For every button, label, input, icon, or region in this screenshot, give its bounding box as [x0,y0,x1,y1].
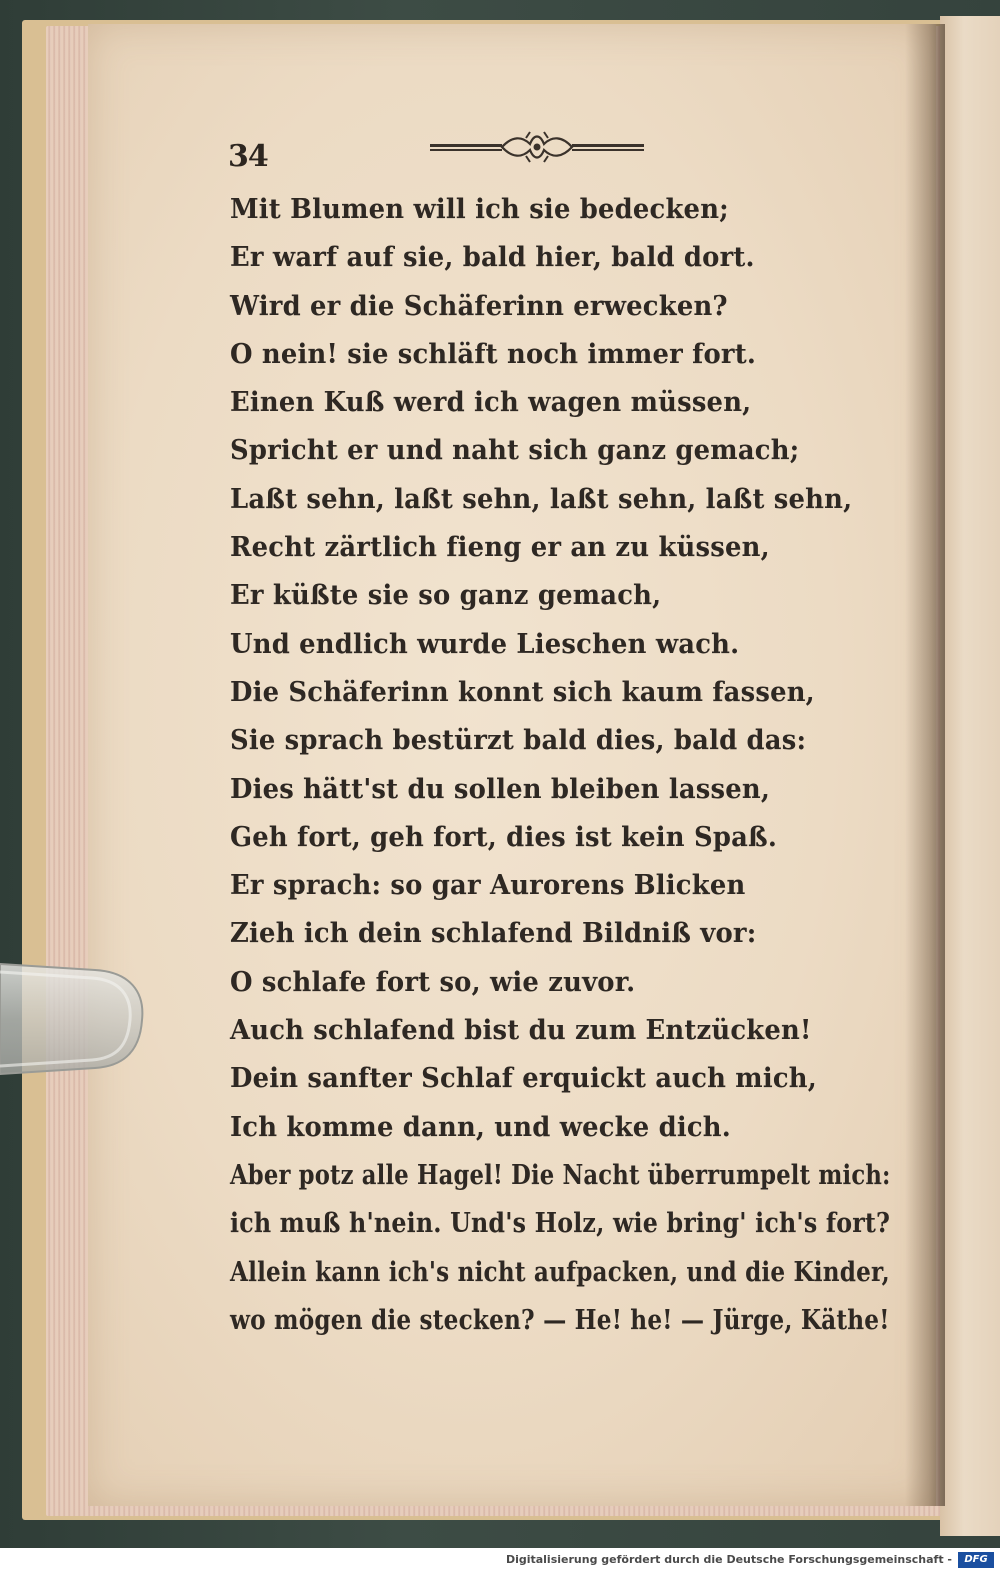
text-line: wo mögen die stecken? — He! he! — Jürge, Käthe! [230,1304,890,1336]
text-line: Laßt sehn, laßt sehn, laßt sehn, laßt sehn, [230,483,853,515]
text-line: Geh fort, geh fort, dies ist kein Spaß. [230,821,778,853]
text-line: Er warf auf sie, bald hier, bald dort. [230,242,755,274]
text-line: Er küßte sie so ganz gemach, [230,580,662,612]
text-line: Einen Kuß werd ich wagen müssen, [230,387,752,419]
text-line: Spricht er und naht sich ganz gemach; [230,435,800,467]
text-line: Dies hätt'st du sollen bleiben lassen, [230,773,771,805]
text-line: Ich komme dann, und wecke dich. [230,1111,731,1143]
text-line: Er sprach: so gar Aurorens Blicken [230,870,746,902]
text-line: ich muß h'nein. Und's Holz, wie bring' ich's fort? [230,1208,891,1240]
text-line: O schlafe fort so, wie zuvor. [230,966,636,998]
digitization-credit: Digitalisierung gefördert durch die Deutsche Forschungsgemeinschaft - [505,1553,952,1566]
text-line: Aber potz alle Hagel! Die Nacht überrumpelt mich: [230,1159,891,1191]
text-line: Die Schäferinn konnt sich kaum fassen, [230,676,815,708]
text-line: Allein kann ich's nicht aufpacken, und die Kinder, [230,1256,890,1288]
plastic-page-clip-icon [0,962,145,1077]
dfg-logo-icon: DFG [958,1552,994,1568]
text-line: Zieh ich dein schlafend Bildniß vor: [230,918,757,950]
text-line: Mit Blumen will ich sie bedecken; [230,194,729,225]
decorative-rule-ornament-icon [430,128,644,166]
adjacent-page [940,16,1000,1536]
text-line: Dein sanfter Schlaf erquickt auch mich, [230,1063,817,1095]
page-number: 34 [228,139,268,174]
text-line: Auch schlafend bist du zum Entzücken! [230,1015,812,1047]
text-line: Recht zärtlich fieng er an zu küssen, [230,532,770,564]
text-line: Und endlich wurde Lieschen wach. [230,628,740,660]
text-line: Sie sprach bestürzt bald dies, bald das: [230,725,807,757]
text-line: O nein! sie schläft noch immer fort. [230,338,757,370]
poem-text [230,186,920,1345]
text-line: Wird er die Schäferinn erwecken? [230,290,728,322]
